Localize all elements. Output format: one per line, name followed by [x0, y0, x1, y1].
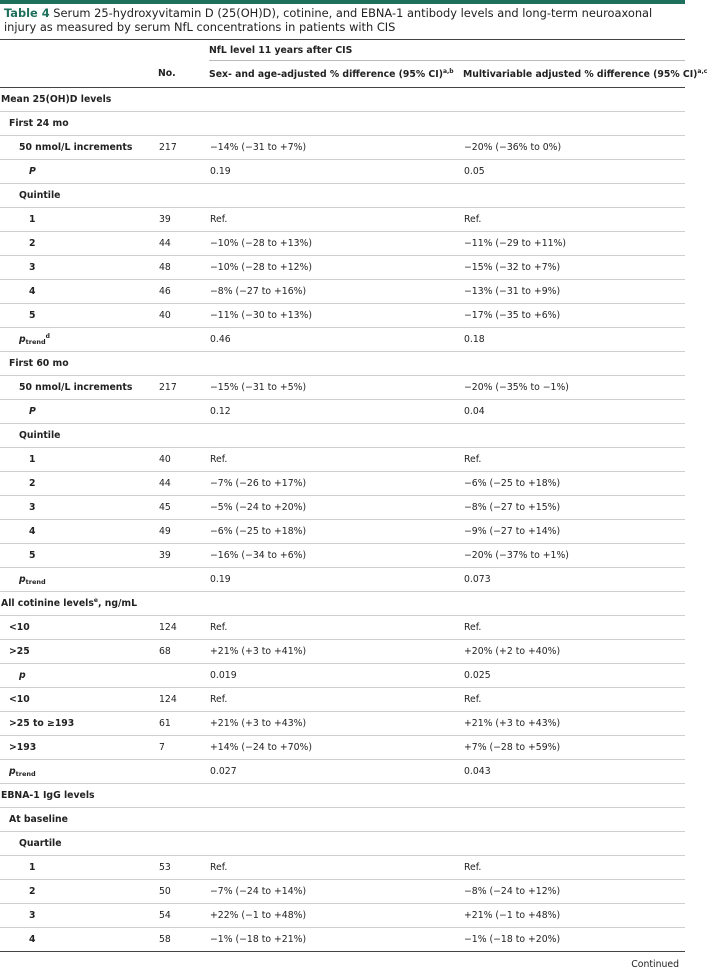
table-row: [0, 112, 685, 136]
table-row: [0, 304, 685, 328]
table-row: [0, 640, 685, 664]
row-label: 1: [0, 448, 158, 472]
row-multivariable-value: Ref.: [463, 208, 685, 232]
row-multivariable-value: +7% (−28 to +59%): [463, 736, 685, 760]
row-count: [158, 760, 209, 784]
row-count: 124: [158, 688, 209, 712]
row-sex-age-value: −10% (−28 to +13%): [209, 232, 463, 256]
table-row: [0, 808, 685, 832]
table-row: [0, 520, 685, 544]
row-count: [158, 352, 209, 376]
row-multivariable-value: 0.04: [463, 400, 685, 424]
row-label: $p_{trend}^d$: [0, 328, 158, 352]
table-row: [0, 856, 685, 880]
row-label: 2: [0, 472, 158, 496]
row-label: P: [0, 400, 158, 424]
row-count: 44: [158, 472, 209, 496]
row-label: 50 nmol/L increments: [0, 136, 158, 160]
row-label: >25 to ≥193: [0, 712, 158, 736]
row-sex-age-value: Ref.: [209, 856, 463, 880]
row-sex-age-value: −10% (−28 to +12%): [209, 256, 463, 280]
row-count: [158, 784, 209, 808]
row-label: >193: [0, 736, 158, 760]
table-row: [0, 568, 685, 592]
row-count: 44: [158, 232, 209, 256]
table-row: [0, 592, 685, 616]
table-title: Serum 25-hydroxyvitamin D (25(OH)D), cotinine, and EBNA-1 antibody levels and long-term neuroaxonal injury as measured by serum NfL concentrations in patients with CIS: [4, 6, 653, 34]
table-row: [0, 928, 685, 952]
row-multivariable-value: [463, 184, 685, 208]
row-sex-age-value: [209, 184, 463, 208]
row-count: [158, 664, 209, 688]
table-row: [0, 232, 685, 256]
row-label: EBNA-1 IgG levels: [0, 784, 158, 808]
table-row: [0, 736, 685, 760]
row-multivariable-value: [463, 424, 685, 448]
row-label: 5: [0, 544, 158, 568]
row-multivariable-value: +21% (+3 to +43%): [463, 712, 685, 736]
table-row: [0, 760, 685, 784]
table-row: [0, 376, 685, 400]
row-multivariable-value: −15% (−32 to +7%): [463, 256, 685, 280]
row-count: [158, 112, 209, 136]
row-label: 4: [0, 280, 158, 304]
row-multivariable-value: 0.18: [463, 328, 685, 352]
row-multivariable-value: [463, 832, 685, 856]
row-sex-age-value: −1% (−18 to +21%): [209, 928, 463, 952]
row-sex-age-value: Ref.: [209, 448, 463, 472]
column-header-multivariable: Multivariable adjusted % difference (95% CI)$^{a,c}$: [463, 61, 685, 88]
row-label: <10: [0, 616, 158, 640]
row-count: [158, 832, 209, 856]
table-row: [0, 160, 685, 184]
row-label: 3: [0, 256, 158, 280]
row-multivariable-value: 0.073: [463, 568, 685, 592]
row-multivariable-value: −6% (−25 to +18%): [463, 472, 685, 496]
row-sex-age-value: 0.19: [209, 568, 463, 592]
row-sex-age-value: [209, 352, 463, 376]
row-count: 50: [158, 880, 209, 904]
row-multivariable-value: [463, 784, 685, 808]
row-count: [158, 88, 209, 112]
row-sex-age-value: [209, 808, 463, 832]
row-label: Mean 25(OH)D levels: [0, 88, 158, 112]
row-label: $p_{trend}$: [0, 760, 158, 784]
table-row: [0, 832, 685, 856]
row-sex-age-value: +21% (+3 to +43%): [209, 712, 463, 736]
row-count: 45: [158, 496, 209, 520]
row-multivariable-value: [463, 592, 685, 616]
row-sex-age-value: 0.46: [209, 328, 463, 352]
row-multivariable-value: −11% (−29 to +11%): [463, 232, 685, 256]
column-header-sex-age: Sex- and age-adjusted % difference (95% CI)$^{a,b}$: [209, 61, 463, 88]
row-label: 5: [0, 304, 158, 328]
row-multivariable-value: 0.05: [463, 160, 685, 184]
row-multivariable-value: +20% (+2 to +40%): [463, 640, 685, 664]
table-row: [0, 664, 685, 688]
row-sex-age-value: [209, 832, 463, 856]
row-count: 40: [158, 304, 209, 328]
row-sex-age-value: 0.027: [209, 760, 463, 784]
row-count: 217: [158, 376, 209, 400]
table-row: [0, 904, 685, 928]
table-row: [0, 184, 685, 208]
table-row: [0, 352, 685, 376]
row-multivariable-value: −13% (−31 to +9%): [463, 280, 685, 304]
row-count: 68: [158, 640, 209, 664]
row-label: First 60 mo: [0, 352, 158, 376]
row-label: At baseline: [0, 808, 158, 832]
row-label: 2: [0, 232, 158, 256]
table-row: [0, 472, 685, 496]
row-label: 3: [0, 496, 158, 520]
row-count: 61: [158, 712, 209, 736]
row-sex-age-value: +14% (−24 to +70%): [209, 736, 463, 760]
column-header-no: No.: [158, 61, 209, 88]
row-sex-age-value: Ref.: [209, 616, 463, 640]
row-multivariable-value: 0.025: [463, 664, 685, 688]
table-row: [0, 208, 685, 232]
row-count: 39: [158, 208, 209, 232]
table-row: [0, 400, 685, 424]
table-row: [0, 880, 685, 904]
row-label: 1: [0, 856, 158, 880]
row-label: Quintile: [0, 184, 158, 208]
row-sex-age-value: 0.12: [209, 400, 463, 424]
row-label: <10: [0, 688, 158, 712]
row-label: p: [0, 664, 158, 688]
row-multivariable-value: Ref.: [463, 448, 685, 472]
row-label: 3: [0, 904, 158, 928]
row-sex-age-value: [209, 784, 463, 808]
row-sex-age-value: −7% (−24 to +14%): [209, 880, 463, 904]
row-multivariable-value: [463, 88, 685, 112]
row-sex-age-value: +22% (−1 to +48%): [209, 904, 463, 928]
row-sex-age-value: 0.19: [209, 160, 463, 184]
row-sex-age-value: Ref.: [209, 208, 463, 232]
table-row: [0, 448, 685, 472]
row-count: 54: [158, 904, 209, 928]
row-sex-age-value: [209, 88, 463, 112]
row-sex-age-value: +21% (+3 to +41%): [209, 640, 463, 664]
table-row: [0, 784, 685, 808]
row-sex-age-value: −14% (−31 to +7%): [209, 136, 463, 160]
row-multivariable-value: Ref.: [463, 688, 685, 712]
row-count: [158, 160, 209, 184]
row-multivariable-value: [463, 112, 685, 136]
table-row: [0, 496, 685, 520]
table-row: [0, 544, 685, 568]
table-row: [0, 328, 685, 352]
row-multivariable-value: −20% (−35% to −1%): [463, 376, 685, 400]
row-multivariable-value: [463, 352, 685, 376]
row-sex-age-value: [209, 592, 463, 616]
row-sex-age-value: Ref.: [209, 688, 463, 712]
row-count: 58: [158, 928, 209, 952]
row-label: 4: [0, 520, 158, 544]
row-sex-age-value: −6% (−25 to +18%): [209, 520, 463, 544]
row-count: [158, 568, 209, 592]
row-label: >25: [0, 640, 158, 664]
row-label: 50 nmol/L increments: [0, 376, 158, 400]
row-multivariable-value: −8% (−27 to +15%): [463, 496, 685, 520]
row-multivariable-value: −17% (−35 to +6%): [463, 304, 685, 328]
row-count: [158, 808, 209, 832]
row-count: [158, 592, 209, 616]
continued-note: Continued: [631, 959, 679, 970]
row-count: 39: [158, 544, 209, 568]
table-row: [0, 616, 685, 640]
row-multivariable-value: −20% (−36% to 0%): [463, 136, 685, 160]
row-label: $p_{trend}$: [0, 568, 158, 592]
results-table: [0, 40, 707, 952]
row-count: 48: [158, 256, 209, 280]
row-label: Quintile: [0, 424, 158, 448]
row-multivariable-value: Ref.: [463, 856, 685, 880]
row-count: [158, 424, 209, 448]
row-label: All cotinine levels$^e$, ng/mL: [0, 592, 158, 616]
table-row: [0, 280, 685, 304]
row-sex-age-value: [209, 112, 463, 136]
row-sex-age-value: −7% (−26 to +17%): [209, 472, 463, 496]
row-multivariable-value: +21% (−1 to +48%): [463, 904, 685, 928]
row-sex-age-value: −8% (−27 to +16%): [209, 280, 463, 304]
row-count: [158, 328, 209, 352]
row-multivariable-value: [463, 808, 685, 832]
row-count: 40: [158, 448, 209, 472]
row-count: 53: [158, 856, 209, 880]
row-label: 2: [0, 880, 158, 904]
table-caption: [0, 4, 685, 34]
row-count: 7: [158, 736, 209, 760]
column-group-header: NfL level 11 years after CIS: [209, 40, 685, 61]
row-label: 4: [0, 928, 158, 952]
row-multivariable-value: −9% (−27 to +14%): [463, 520, 685, 544]
row-count: 46: [158, 280, 209, 304]
row-multivariable-value: −20% (−37% to +1%): [463, 544, 685, 568]
row-count: [158, 400, 209, 424]
row-count: 49: [158, 520, 209, 544]
row-sex-age-value: −11% (−30 to +13%): [209, 304, 463, 328]
row-label: P: [0, 160, 158, 184]
row-multivariable-value: −1% (−18 to +20%): [463, 928, 685, 952]
row-count: [158, 184, 209, 208]
row-sex-age-value: −15% (−31 to +5%): [209, 376, 463, 400]
table-row: [0, 256, 685, 280]
row-label: First 24 mo: [0, 112, 158, 136]
row-sex-age-value: −5% (−24 to +20%): [209, 496, 463, 520]
row-multivariable-value: Ref.: [463, 616, 685, 640]
table-number: Table 4: [4, 6, 50, 20]
row-sex-age-value: [209, 424, 463, 448]
row-count: 217: [158, 136, 209, 160]
row-sex-age-value: −16% (−34 to +6%): [209, 544, 463, 568]
row-multivariable-value: 0.043: [463, 760, 685, 784]
table-row: [0, 688, 685, 712]
row-label: Quartile: [0, 832, 158, 856]
row-count: 124: [158, 616, 209, 640]
table-row: [0, 88, 685, 112]
row-multivariable-value: −8% (−24 to +12%): [463, 880, 685, 904]
table-row: [0, 136, 685, 160]
row-sex-age-value: 0.019: [209, 664, 463, 688]
table-row: [0, 712, 685, 736]
table-row: [0, 424, 685, 448]
row-label: 1: [0, 208, 158, 232]
